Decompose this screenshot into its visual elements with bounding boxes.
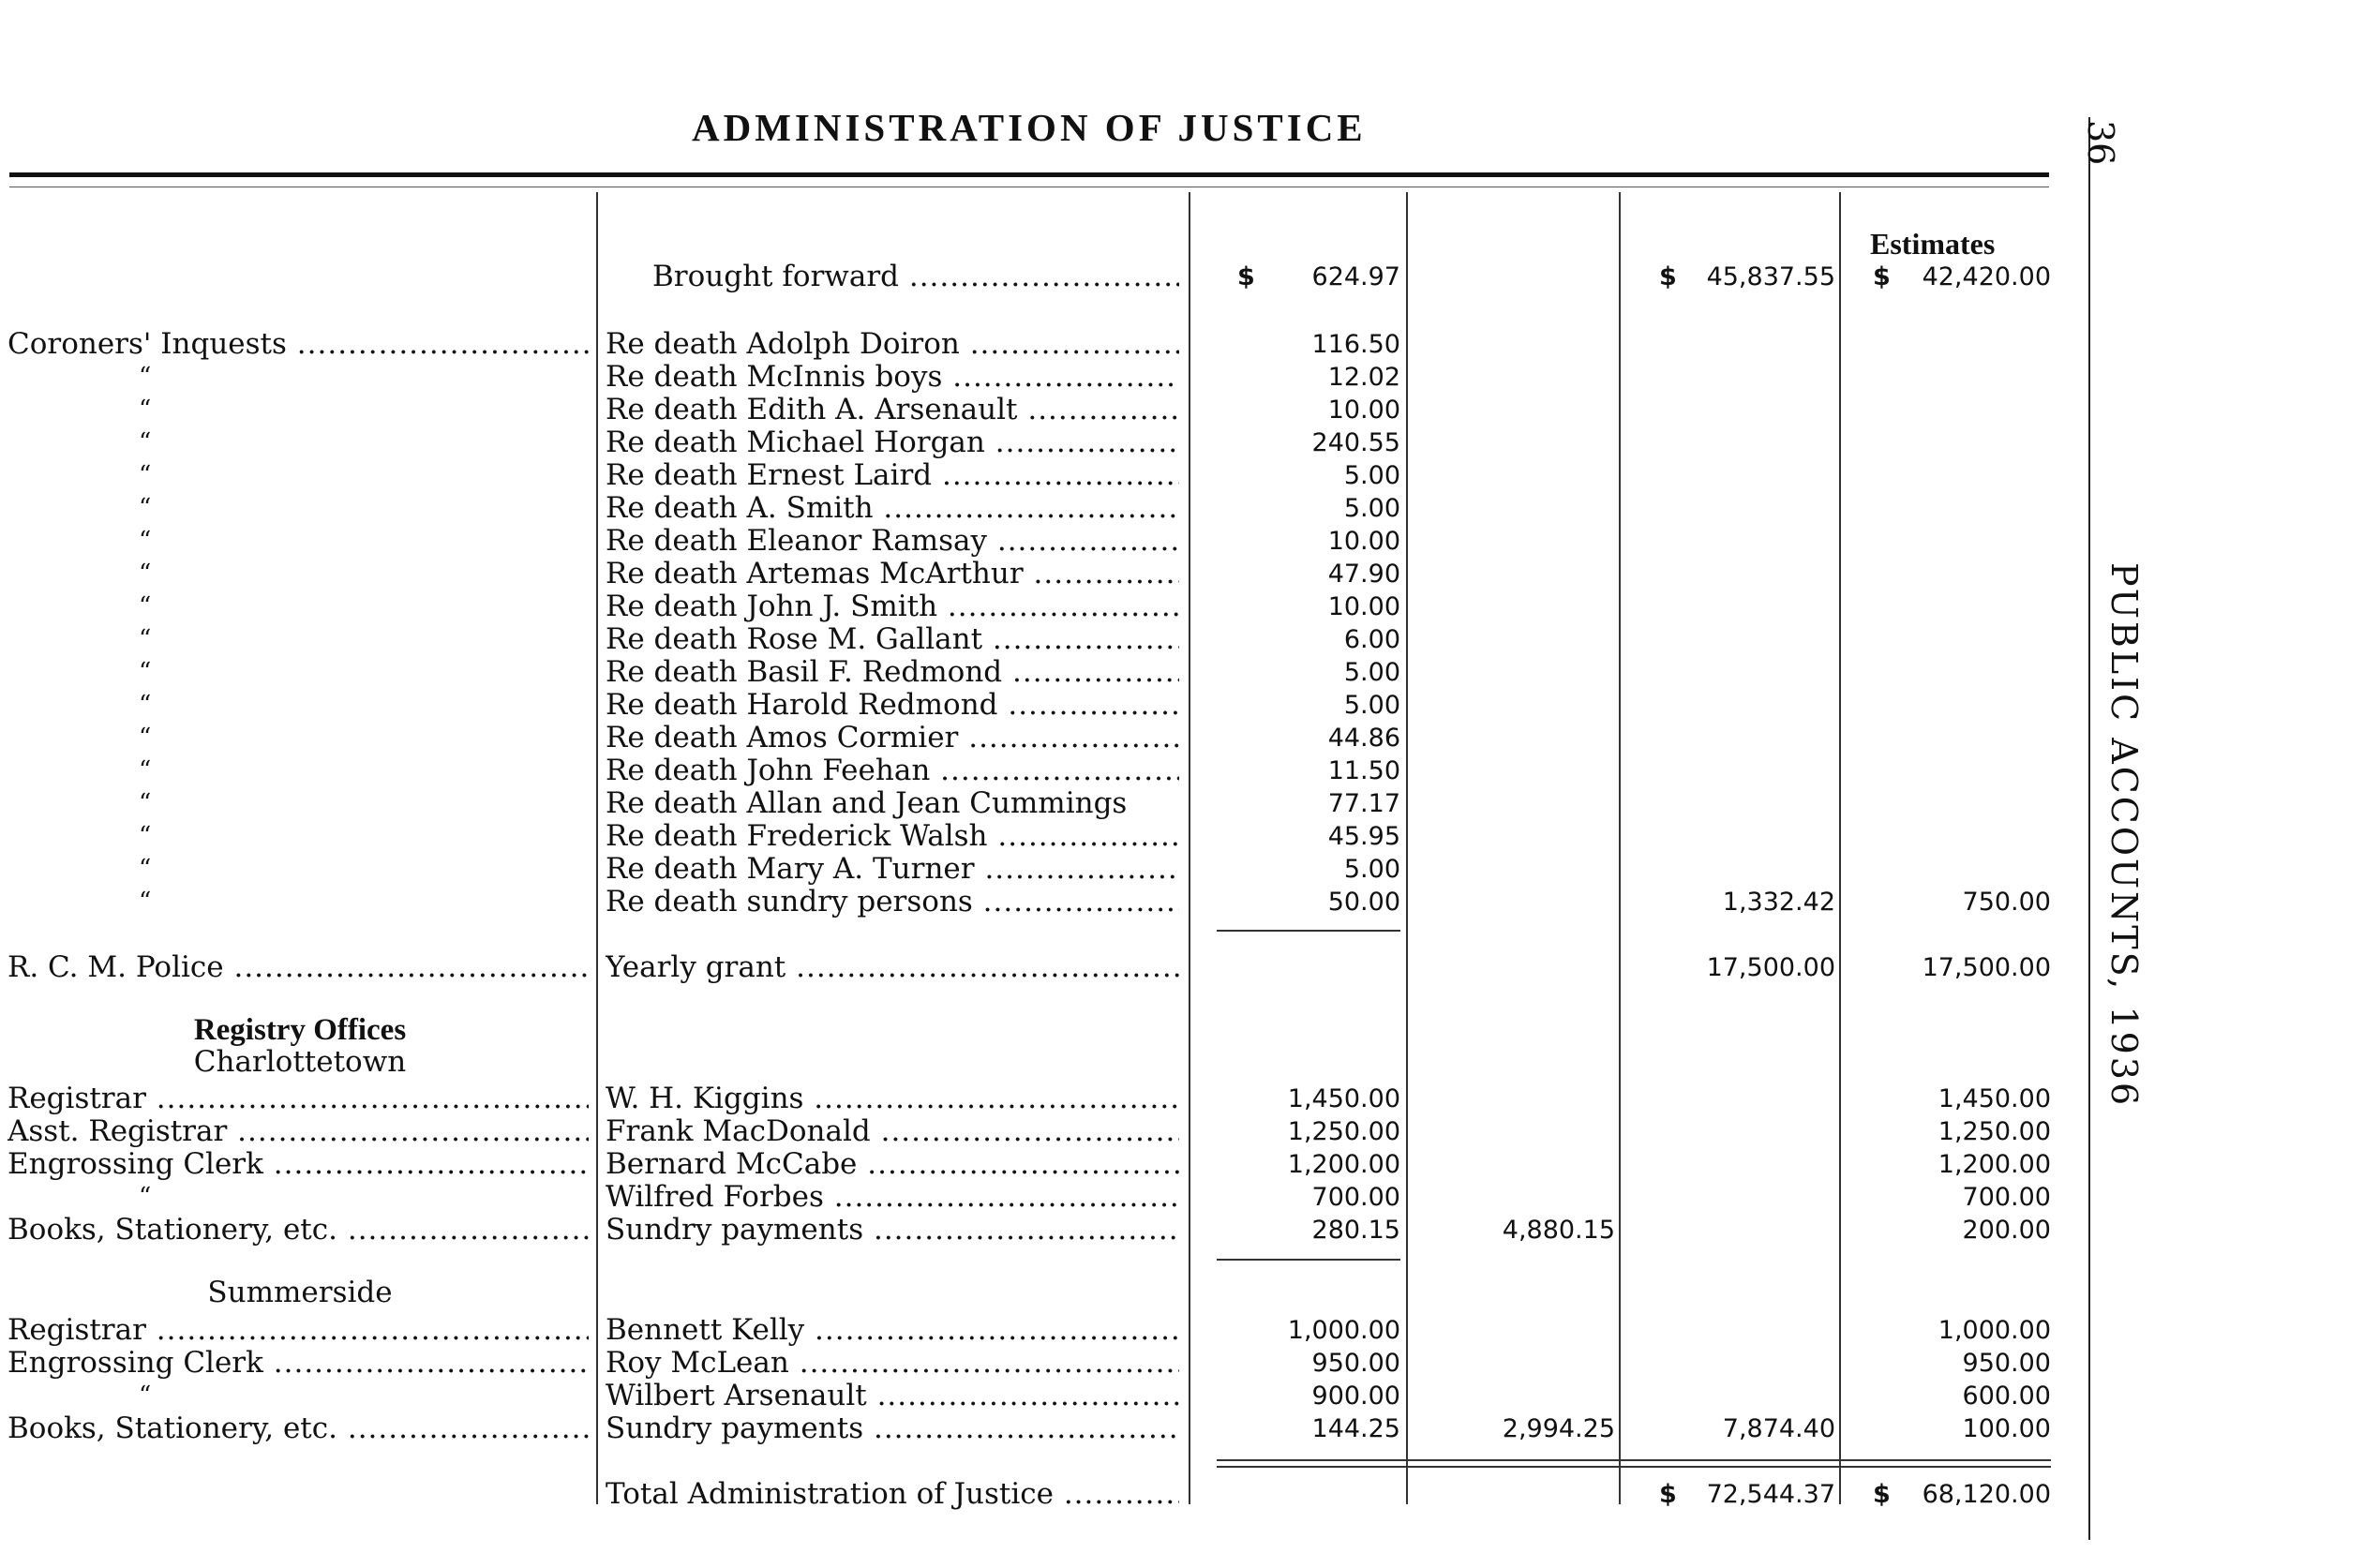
coroners-payee: Re death Edith A. Arsenault ..... <box>606 394 1179 426</box>
rcmp-row <box>0 951 2062 984</box>
charlottetown-heading: Charlottetown <box>193 1045 407 1079</box>
charlottetown-sum-rule <box>1217 1259 1400 1261</box>
coroners-row <box>0 426 2062 459</box>
summerside-heading-row <box>0 1277 2062 1309</box>
rcmp-total: 17,500.00 <box>1706 953 1835 982</box>
coroners-row <box>0 722 2062 754</box>
ditto-mark: “ <box>139 1183 152 1211</box>
grand-total-rule <box>1217 1459 2051 1461</box>
registry-row <box>0 1115 2062 1148</box>
currency-sign: $ <box>1237 262 1255 291</box>
summerside-heading: Summerside <box>207 1276 393 1309</box>
registry-amount: 1,250.00 <box>1287 1117 1400 1146</box>
registry-item: Books, Stationery, etc. ..... <box>7 1214 589 1247</box>
coroners-payee: Re death Rose M. Gallant ..... <box>606 623 1179 656</box>
ditto-mark: “ <box>139 756 152 784</box>
registry-amount: 280.15 <box>1311 1216 1400 1245</box>
coroners-payee: Re death Mary A. Turner ..... <box>606 853 1179 886</box>
coroners-row <box>0 459 2062 492</box>
coroners-payee: Re death Michael Horgan ..... <box>606 426 1179 459</box>
registry-item: Books, Stationery, etc. ..... <box>7 1412 589 1445</box>
registry-payee: Roy McLean ..... <box>606 1347 1179 1380</box>
registry-payee: Bernard McCabe ..... <box>606 1148 1179 1181</box>
coroners-amount: 5.00 <box>1343 855 1400 884</box>
page-title: ADMINISTRATION OF JUSTICE <box>692 106 1367 149</box>
ditto-mark: “ <box>139 724 152 752</box>
coroners-row <box>0 656 2062 689</box>
coroners-row <box>0 394 2062 426</box>
registry-subtotal: 2,994.25 <box>1502 1414 1615 1443</box>
registry-total: 7,874.40 <box>1722 1414 1835 1443</box>
coroners-amount: 10.00 <box>1327 396 1400 425</box>
ditto-mark: “ <box>139 1381 152 1410</box>
registry-estimate: 1,250.00 <box>1938 1117 2051 1146</box>
coroners-payee: Re death John Feehan ..... <box>606 754 1179 787</box>
registry-estimate: 1,450.00 <box>1938 1084 2051 1113</box>
ditto-mark: “ <box>139 560 152 588</box>
registry-amount: 900.00 <box>1311 1381 1400 1411</box>
coroners-amount: 5.00 <box>1343 658 1400 687</box>
ditto-mark: “ <box>139 461 152 489</box>
currency-sign: $ <box>1659 1480 1677 1509</box>
registry-payee: Bennett Kelly ..... <box>606 1314 1179 1347</box>
coroners-payee: Re death A. Smith ..... <box>606 492 1179 525</box>
registry-row <box>0 1083 2062 1115</box>
currency-sign: $ <box>1873 262 1891 291</box>
registry-row <box>0 1181 2062 1214</box>
registry-item: Engrossing Clerk ..... <box>7 1347 589 1380</box>
ditto-mark: “ <box>139 527 152 555</box>
registry-row <box>0 1314 2062 1347</box>
side-running-title: PUBLIC ACCOUNTS, 1936 <box>2103 562 2145 1109</box>
registry-row <box>0 1347 2062 1380</box>
coroners-row <box>0 590 2062 623</box>
ditto-mark: “ <box>139 888 152 916</box>
ditto-mark: “ <box>139 822 152 850</box>
coroners-row <box>0 853 2062 886</box>
brought-forward-label: Brought forward ..... <box>652 261 1179 293</box>
margin-rule <box>2088 117 2090 1540</box>
ditto-mark: “ <box>139 363 152 391</box>
rcmp-payee: Yearly grant ..... <box>606 951 1179 984</box>
coroners-payee: Re death sundry persons ..... <box>606 886 1179 918</box>
registry-heading-row <box>0 1014 2062 1047</box>
registry-estimate: 950.00 <box>1962 1349 2051 1378</box>
charlottetown-heading-row <box>0 1046 2062 1079</box>
coroners-amount: 77.17 <box>1327 789 1400 818</box>
registry-row <box>0 1148 2062 1181</box>
coroners-sum-rule <box>1217 930 1400 932</box>
registry-item: Registrar ..... <box>7 1083 589 1115</box>
registry-estimate: 1,200.00 <box>1938 1150 2051 1179</box>
coroners-payee: Re death Ernest Laird ..... <box>606 459 1179 492</box>
coroners-payee: Re death Artemas McArthur ..... <box>606 558 1179 590</box>
registry-estimate: 600.00 <box>1962 1381 2051 1411</box>
registry-payee: Frank MacDonald ..... <box>606 1115 1179 1148</box>
grand-total-row <box>0 1478 2062 1511</box>
coroners-row <box>0 328 2062 361</box>
coroners-payee: Re death Frederick Walsh ..... <box>606 820 1179 853</box>
rcmp-estimate: 17,500.00 <box>1922 953 2051 982</box>
registry-row <box>0 1214 2062 1247</box>
coroners-row <box>0 492 2062 525</box>
grand-total-label: Total Administration of Justice ..... <box>606 1478 1179 1511</box>
coroners-amount: 10.00 <box>1327 592 1400 621</box>
side-page-number: 36 <box>2080 120 2121 166</box>
ditto-mark: “ <box>139 625 152 653</box>
coroners-amount: 5.00 <box>1343 461 1400 490</box>
coroners-row <box>0 623 2062 656</box>
coroners-payee: Re death Amos Cormier ..... <box>606 722 1179 754</box>
ditto-mark: “ <box>139 691 152 719</box>
coroners-row <box>0 558 2062 590</box>
coroners-amount: 5.00 <box>1343 494 1400 523</box>
registry-subtotal: 4,880.15 <box>1502 1216 1615 1245</box>
registry-row <box>0 1380 2062 1412</box>
coroners-amount: 6.00 <box>1343 625 1400 654</box>
ditto-mark: “ <box>139 789 152 817</box>
grand-total-amount: 72,544.37 <box>1706 1480 1835 1509</box>
registry-estimate: 700.00 <box>1962 1183 2051 1212</box>
ditto-mark: “ <box>139 855 152 883</box>
currency-sign: $ <box>1659 262 1677 291</box>
coroners-row <box>0 361 2062 394</box>
coroners-amount: 11.50 <box>1327 756 1400 785</box>
coroners-amount: 45.95 <box>1327 822 1400 851</box>
coroners-payee: Re death Adolph Doiron ..... <box>606 328 1179 361</box>
ditto-mark: “ <box>139 658 152 686</box>
ditto-mark: “ <box>139 396 152 424</box>
coroners-amount: 44.86 <box>1327 724 1400 753</box>
coroners-payee: Re death Harold Redmond ..... <box>606 689 1179 722</box>
grand-total-rule <box>1217 1466 2051 1468</box>
registry-item: Engrossing Clerk ..... <box>7 1148 589 1181</box>
coroners-payee: Re death Allan and Jean Cummings <box>606 787 1128 820</box>
coroners-payee: Re death John J. Smith ..... <box>606 590 1179 623</box>
grand-total-estimate: 68,120.00 <box>1922 1480 2051 1509</box>
registry-item: Asst. Registrar ..... <box>7 1115 589 1148</box>
brought-forward-total: 45,837.55 <box>1706 262 1835 291</box>
coroners-row <box>0 689 2062 722</box>
brought-forward-amount: 624.97 <box>1311 262 1400 291</box>
registry-payee: Sundry payments ..... <box>606 1214 1179 1247</box>
coroners-amount: 116.50 <box>1311 330 1400 359</box>
registry-amount: 144.25 <box>1311 1414 1400 1443</box>
registry-estimate: 100.00 <box>1962 1414 2051 1443</box>
coroners-item: Coroners' Inquests ..... <box>7 328 589 361</box>
registry-estimate: 200.00 <box>1962 1216 2051 1245</box>
registry-estimate: 1,000.00 <box>1938 1316 2051 1345</box>
coroners-amount: 12.02 <box>1327 363 1400 392</box>
coroners-row <box>0 525 2062 558</box>
brought-forward-row <box>0 261 2062 293</box>
registry-item: Registrar ..... <box>7 1314 589 1347</box>
registry-heading: Registry Offices <box>193 1013 407 1047</box>
registry-payee: Wilbert Arsenault ..... <box>606 1380 1179 1412</box>
ditto-mark: “ <box>139 428 152 456</box>
registry-amount: 1,450.00 <box>1287 1084 1400 1113</box>
coroners-amount: 50.00 <box>1327 888 1400 917</box>
header-rule-thick <box>9 172 2049 177</box>
registry-amount: 1,200.00 <box>1287 1150 1400 1179</box>
coroners-payee: Re death Basil F. Redmond ..... <box>606 656 1179 689</box>
coroners-payee: Re death McInnis boys ..... <box>606 361 1179 394</box>
registry-amount: 700.00 <box>1311 1183 1400 1212</box>
coroners-total: 1,332.42 <box>1722 888 1835 917</box>
coroners-row <box>0 787 2062 820</box>
rcmp-item: R. C. M. Police ..... <box>7 951 589 984</box>
coroners-estimate: 750.00 <box>1962 888 2051 917</box>
ditto-mark: “ <box>139 494 152 522</box>
coroners-row <box>0 820 2062 853</box>
registry-amount: 1,000.00 <box>1287 1316 1400 1345</box>
brought-forward-estimate: 42,420.00 <box>1922 262 2051 291</box>
currency-sign: $ <box>1873 1480 1891 1509</box>
coroners-amount: 47.90 <box>1327 560 1400 589</box>
coroners-amount: 240.55 <box>1311 428 1400 457</box>
ditto-mark: “ <box>139 592 152 620</box>
coroners-row <box>0 886 2062 918</box>
registry-payee: Wilfred Forbes ..... <box>606 1181 1179 1214</box>
coroners-amount: 5.00 <box>1343 691 1400 720</box>
registry-row <box>0 1412 2062 1445</box>
estimates-heading: Estimates <box>1870 227 1996 261</box>
registry-amount: 950.00 <box>1311 1349 1400 1378</box>
registry-payee: W. H. Kiggins ..... <box>606 1083 1179 1115</box>
registry-payee: Sundry payments ..... <box>606 1412 1179 1445</box>
coroners-amount: 10.00 <box>1327 527 1400 556</box>
coroners-row <box>0 754 2062 787</box>
coroners-payee: Re death Eleanor Ramsay ..... <box>606 525 1179 558</box>
